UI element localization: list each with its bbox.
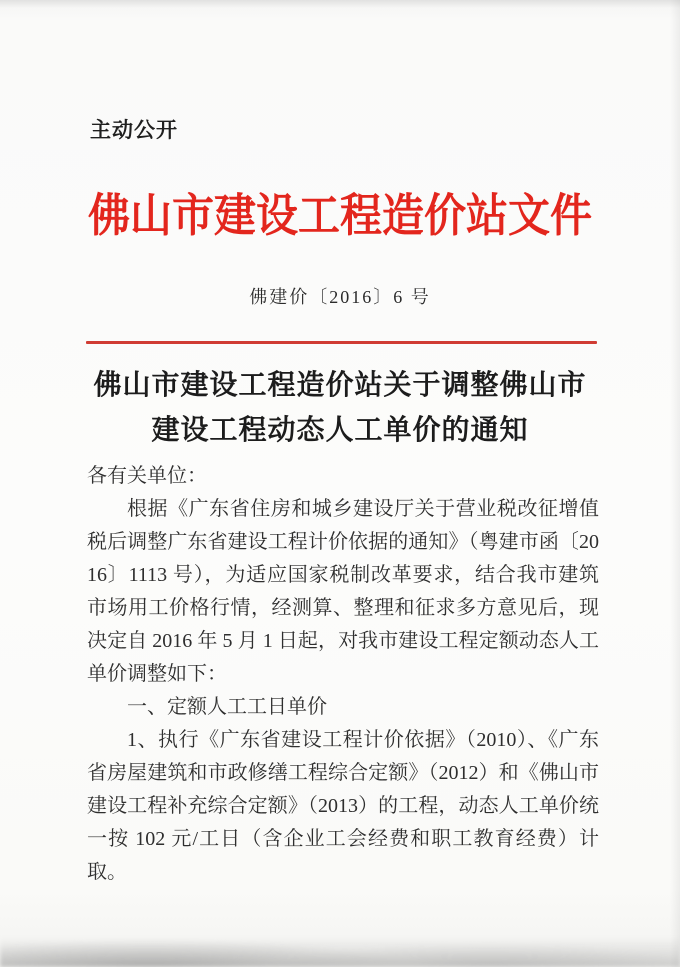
red-divider-line: [86, 341, 597, 344]
notice-title-line2: 建设工程动态人工单价的通知: [151, 414, 529, 445]
notice-title-line1: 佛山市建设工程造价站关于调整佛山市: [93, 369, 587, 400]
body-paragraph-rate-item: 1、执行《广东省建设工程计价依据》（2010）、《广东省房屋建筑和市政修缮工程综合定额》（2012）和《佛山市建设工程补充综合定额》（2013）的工程，动态人工单价统一按 102 元/工日（含企业工会经费和职工教育经费）计取。: [87, 729, 599, 883]
scan-top-edge-shadow: [0, 0, 680, 8]
notice-title: [40, 362, 640, 452]
document-number: 佛建价〔2016〕6 号: [249, 287, 431, 307]
scan-right-edge-shadow: [670, 0, 680, 967]
salutation: 各有关单位：: [87, 465, 207, 487]
scan-bottom-edge-shadow: [0, 937, 680, 967]
letterhead-title: 佛山市建设工程造价站文件: [87, 192, 592, 242]
body-paragraph-section-heading: 一、定额人工工日单价: [127, 696, 327, 718]
body-paragraph-basis: 根据《广东省住房和城乡建设厅关于营业税改征增值税后调整广东省建设工程计价依据的通知》（粤建市函〔2016〕1113 号），为适应国家税制改革要求，结合我市建筑市场用工价格行情，经测算、整理和征求多方意见后，现决定自 2016 年 5 月 1 日起，对我市建设工程定额动态人工单价调整如下：: [87, 498, 599, 685]
classification-label: 主动公开: [90, 119, 178, 142]
notice-body: [87, 460, 599, 889]
